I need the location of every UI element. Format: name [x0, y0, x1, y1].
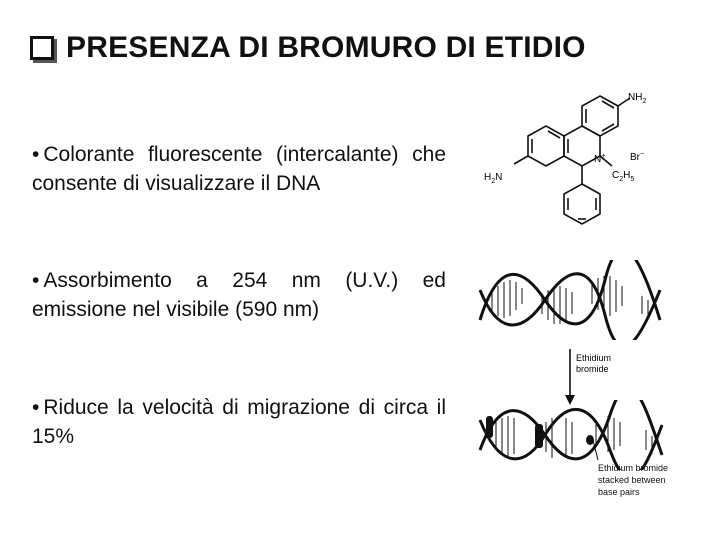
svg-text:C2H5 — [612, 170, 634, 183]
svg-text:Br− — [630, 151, 644, 163]
label-ethyl-h: H — [623, 170, 631, 181]
label-h-sub: 2 — [491, 178, 496, 185]
svg-text:N+ — [594, 153, 605, 165]
arrow-label-line-1: Ethidium — [576, 353, 612, 363]
bullet-text: Assorbimento a 254 nm (U.V.) ed emissione nel visibile (590 nm) — [32, 269, 446, 321]
caption-line-2: stacked between — [598, 475, 666, 485]
caption-line-3: base pairs — [598, 487, 640, 497]
caption-line-1: Ethidium bromide — [598, 463, 669, 473]
label-ethyl-sub: 5 — [630, 176, 635, 183]
bullet-marker: • — [32, 269, 40, 292]
bullet-marker: • — [32, 143, 40, 166]
bullet-item — [32, 140, 446, 198]
svg-text:H2N — [484, 172, 502, 185]
label-c: C — [612, 170, 620, 181]
label-br: Br — [630, 152, 640, 163]
arrow-label-line-2: bromide — [576, 364, 609, 374]
label-br-charge: − — [640, 151, 645, 158]
slide-title-text: PRESENZA DI BROMURO DI ETIDIO — [66, 31, 586, 64]
label-nh-sub: 2 — [642, 98, 647, 105]
label-nh: NH — [628, 92, 643, 103]
svg-text:NH2 — [628, 92, 646, 105]
dna-helix-intercalated — [470, 400, 670, 470]
bullet-item — [32, 393, 446, 451]
figure-caption — [598, 462, 668, 498]
label-h: H — [484, 172, 492, 183]
bullet-item — [32, 266, 446, 324]
checkbox-bullet-icon — [30, 36, 54, 60]
label-h2n-n: N — [495, 172, 503, 183]
bullet-marker: • — [32, 396, 40, 419]
slide-title — [30, 28, 586, 68]
label-c-sub: 2 — [619, 176, 624, 183]
bullet-text: Colorante fluorescente (intercalante) che consente di visualizzare il DNA — [32, 143, 446, 195]
label-n: N — [594, 154, 602, 165]
ethidium-bromide-structure — [470, 82, 670, 252]
bullet-text: Riduce la velocità di migrazione di circa il 15% — [32, 396, 446, 448]
label-n-charge: + — [601, 153, 606, 160]
intercalation-arrow — [556, 345, 636, 407]
caption-pointer — [588, 434, 608, 464]
dna-helix-plain — [470, 260, 670, 340]
